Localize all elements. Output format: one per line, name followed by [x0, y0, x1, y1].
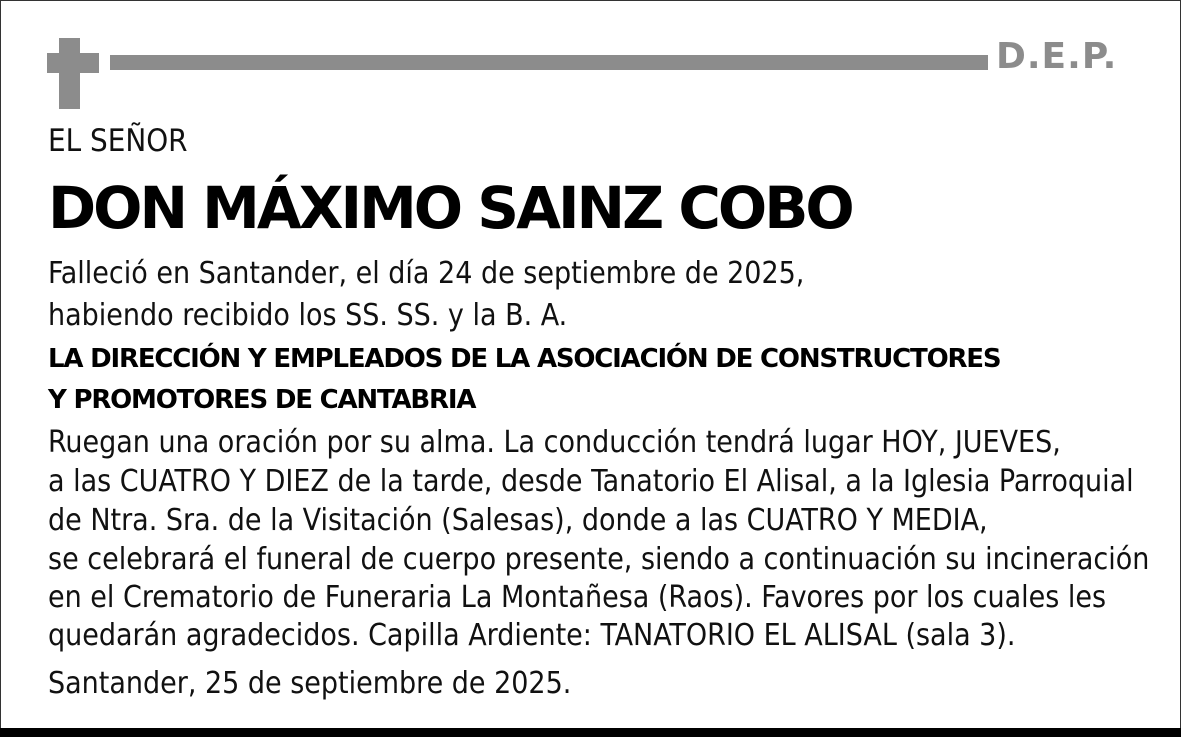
mourners-line: LA DIRECCIÓN Y EMPLEADOS DE LA ASOCIACIÓN DE CONSTRUCTORES	[48, 344, 1001, 374]
cross-icon-bar	[47, 53, 99, 73]
body-line: se celebrará el funeral de cuerpo presente, siendo a continuación su incineración	[48, 542, 1150, 577]
place-date: Santander, 25 de septiembre de 2025.	[48, 666, 572, 701]
death-line: habiendo recibido los SS. SS. y la B. A.	[48, 298, 568, 333]
body-line: de Ntra. Sra. de la Visitación (Salesas), donde a las CUATRO Y MEDIA,	[48, 503, 988, 538]
title-prefix: EL SEÑOR	[48, 123, 188, 159]
mourners-line: Y PROMOTORES DE CANTABRIA	[48, 385, 476, 415]
deceased-name: DON MÁXIMO SAINZ COBO	[48, 174, 852, 242]
death-line: Falleció en Santander, el día 24 de septiembre de 2025,	[48, 256, 805, 291]
dep-label: D.E.P.	[996, 36, 1118, 77]
bottom-rule	[0, 728, 1181, 737]
body-line: quedarán agradecidos. Capilla Ardiente: TANATORIO EL ALISAL (sala 3).	[48, 618, 1016, 653]
body-line: Ruegan una oración por su alma. La conducción tendrá lugar HOY, JUEVES,	[48, 425, 1061, 460]
header-rule	[110, 55, 988, 70]
cross-icon	[59, 38, 80, 109]
body-line: en el Crematorio de Funeraria La Montañesa (Raos). Favores por los cuales les	[48, 580, 1107, 615]
body-line: a las CUATRO Y DIEZ de la tarde, desde Tanatorio El Alisal, a la Iglesia Parroquial	[48, 464, 1134, 499]
